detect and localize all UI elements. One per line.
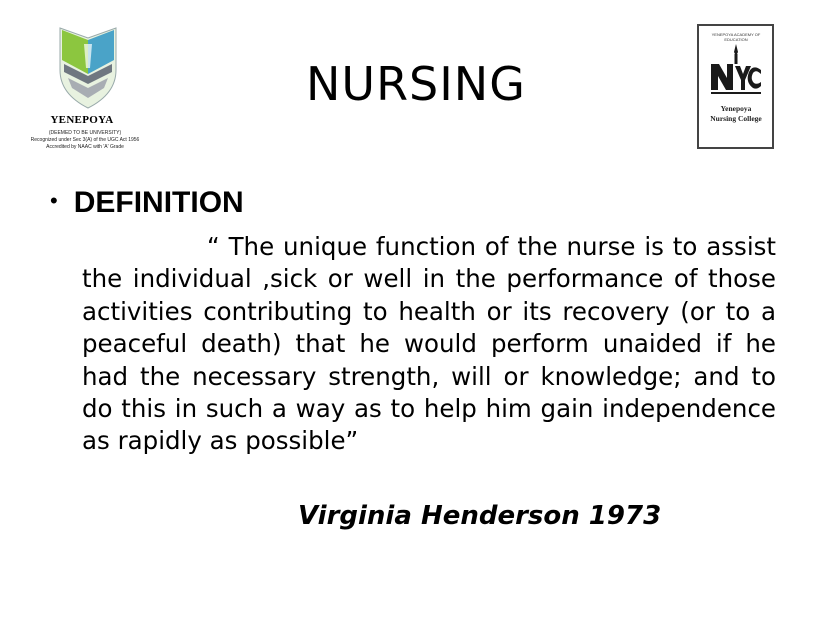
slide-title: NURSING [306, 57, 526, 111]
college-name-line1: Yenepoya [720, 104, 752, 113]
bullet-icon: • [50, 188, 58, 213]
college-emblem-icon [707, 42, 765, 98]
definition-heading-row [50, 186, 244, 220]
university-accreditation-text: Accredited by NAAC with 'A' Grade [46, 144, 124, 150]
university-status-text: (DEEMED TO BE UNIVERSITY) [48, 130, 122, 136]
university-name: YENEPOYA [50, 114, 114, 126]
definition-quote: “ The unique function of the nurse is to assist the individual ,sick or well in the performance of those activities contributing to health or its recovery (or to a peaceful death) that he would perform unaided if he had the necessary strength, will or knowledge; and to do this in such a way as to help him gain independence as rapidly as possible” [82, 232, 776, 456]
college-academy-text: YENEPOYA ACADEMY OF EDUCATION [711, 32, 761, 42]
college-name-line2: Nursing College [710, 114, 762, 123]
definition-heading: DEFINITION [73, 186, 244, 219]
yenepoya-crest-icon [54, 24, 122, 112]
yenepoya-university-logo [26, 24, 144, 156]
university-recognition-text: Recognized under Sec 3(A) of the UGC Act 1956 [30, 137, 140, 143]
college-name [701, 104, 771, 124]
quote-author: Virginia Henderson 1973 [298, 501, 662, 531]
nursing-college-logo [697, 24, 774, 149]
